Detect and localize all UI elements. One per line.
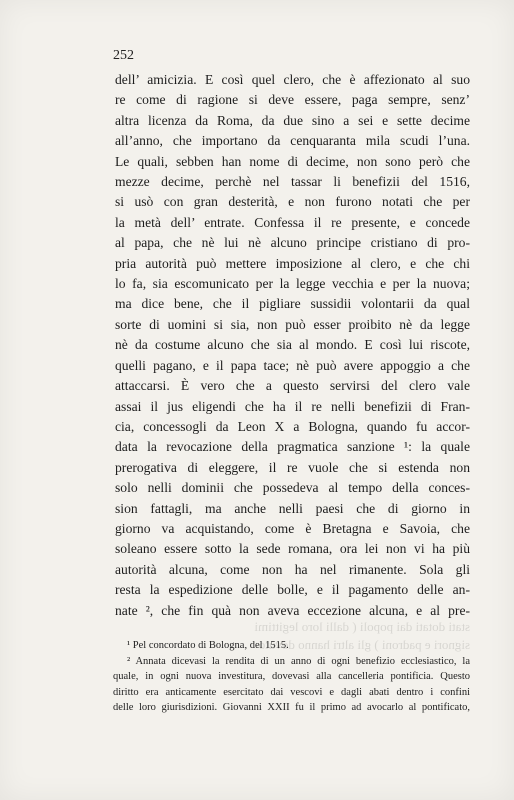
body-line: autorità alcuna, come non ha nel rimanente. Sola gli [115, 561, 470, 577]
body-line: al papa, che nè lui nè alcuno principe cristiano di pro- [115, 235, 470, 251]
body-line: re come di ragione si deve essere, paga sempre, senz’ [115, 92, 470, 108]
body-line: la metà dell’ entrate. Confessa il re presente, e concede [115, 214, 470, 230]
body-line: giorno va acquistando, come è Bretagna e Savoia, che [115, 520, 470, 536]
body-line: lo fa, sia escomunicato per la legge vecchia e per la nuova; [115, 276, 470, 292]
body-line: Le quali, sebben han nome di decime, non sono però che [115, 153, 470, 169]
body-line: pria autorità può mettere imposizione al clero, e che chi [115, 255, 470, 271]
body-line: nate ², che fin quà non aveva eccezione alcuna, e al pre- [115, 602, 470, 618]
body-line: ma dice bene, che il pigliare sussidii volontarii da qual [115, 296, 470, 312]
footnote-2-line: diritto era anticamente esercitato dai vescovi e dagli abati dentro i confini [113, 686, 470, 698]
body-line: nè da costume alcuno che sia al mondo. E così lui riscote, [115, 337, 470, 353]
body-line: all’anno, che importano da cenquaranta mila scudi l’una. [115, 133, 470, 149]
body-line: prerogativa di eleggere, il re vuole che si estenda non [115, 459, 470, 475]
body-line: solo nelli dominii che possedeva al tempo della conces- [115, 480, 470, 496]
body-line: sorte di uomini si sia, non può esser proibito nè da legge [115, 316, 470, 332]
footnote-2-line: delle loro giurisdizioni. Giovanni XXII fu il primo ad avocarlo al pontificato, [113, 702, 470, 714]
footnotes [113, 638, 470, 716]
body-line: si usò con gran desterità, e non furono notati che per [115, 194, 470, 210]
show-through-line: signori e padroni ) gli altri hanno dovuto [258, 637, 470, 652]
body-line: mezze decime, perchè nel tassar li benefizii del 1516, [115, 174, 470, 190]
body-line: dell’ amicizia. E così quel clero, che è affezionato al suo [115, 72, 470, 87]
footnote-2-line: quale, in ogni nuova investitura, dovevasi alla cancelleria pontificia. Questo [113, 671, 470, 683]
body-text [115, 70, 470, 621]
body-line: sion fattagli, ma anche nelli paesi che di giorno in [115, 500, 470, 516]
body-line: quelli pagano, e il papa tace; nè può avere appoggio a che [115, 357, 470, 373]
body-line: resta la espedizione delle bolle, e il pagamento delle an- [115, 582, 470, 598]
body-line: altra licenza da Roma, da due sino a sei e sette decime [115, 112, 470, 128]
footnote-2-line: ² Annata dicevasi la rendita di un anno di ogni benefizio ecclesiastico, la [127, 655, 470, 667]
page-number: 252 [113, 48, 134, 63]
body-line: assai il jus eligendi che ha il re nelli benefizii di Fran- [115, 398, 470, 414]
footnote-1: ¹ Pel concordato di Bologna, del 1515. [127, 640, 289, 651]
body-line: attaccarsi. È vero che a questo servirsi del clero vale [115, 378, 470, 394]
show-through-line: stati dotati dai popoli ( dalli loro legittimi [254, 619, 470, 634]
body-line: soleano essere sotto la sede romana, ora lei non vi ha più [115, 541, 470, 557]
body-line: data la revocazione della pragmatica sanzione ¹: la quale [115, 439, 470, 455]
body-line: cia, concessogli da Leon X a Bologna, quando fu accor- [115, 418, 470, 434]
